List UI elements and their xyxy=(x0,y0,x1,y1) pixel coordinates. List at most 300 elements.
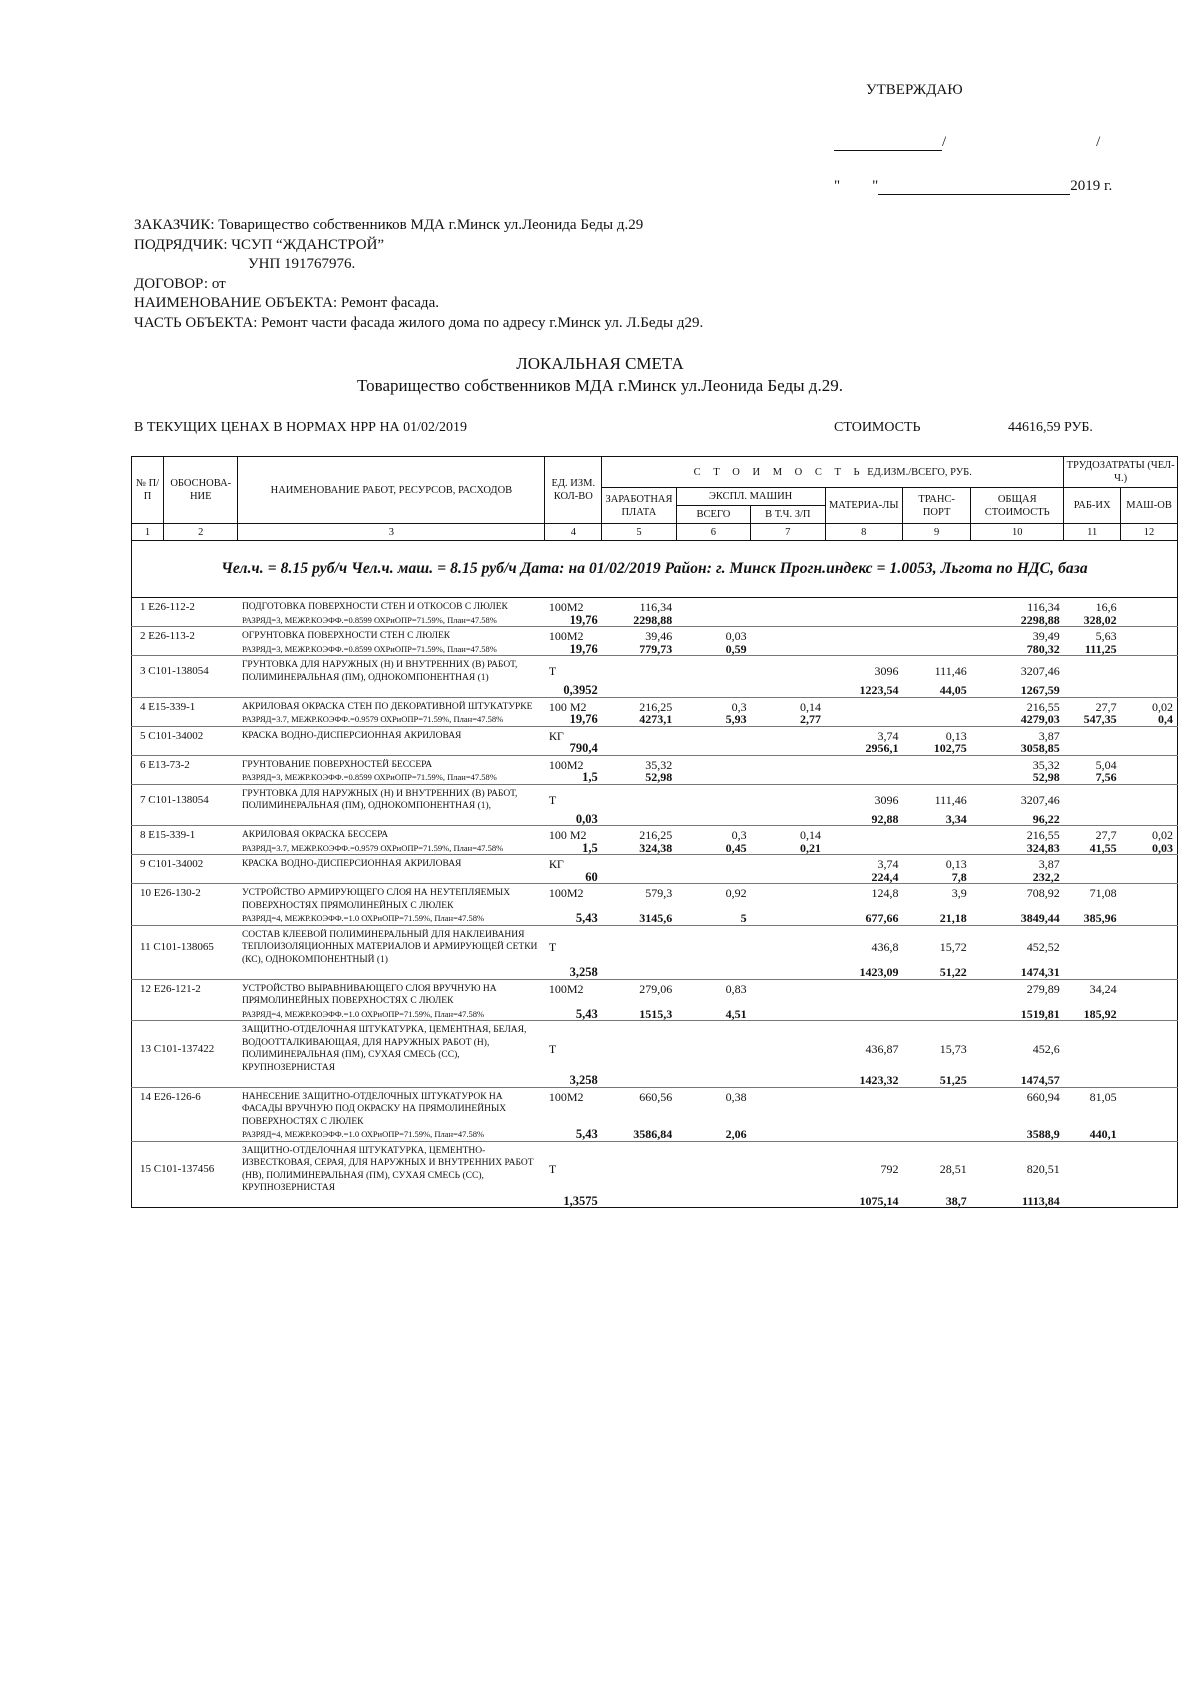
unit-mach_zp xyxy=(751,627,825,643)
row-index-basis: 9 С101-34002 xyxy=(132,855,238,871)
total-trans: 21,18 xyxy=(903,912,971,925)
rates-note: Чел.ч. = 8.15 руб/ч Чел.ч. маш. = 8.15 руб/ч Дата: на 01/02/2019 Район: г. Минск Прогн.индекс = 1.0053, Льгота по НДС, база xyxy=(132,541,1178,598)
table-row xyxy=(132,656,1178,685)
row-index-basis: 3 С101-138054 xyxy=(132,656,238,685)
empty-cell xyxy=(132,1128,238,1141)
quantity: 60 xyxy=(545,871,602,884)
document-subtitle: Товарищество собственников МДА г.Минск ул.Леонида Беды д.29. xyxy=(357,376,843,395)
total-mach: 2,06 xyxy=(676,1128,750,1141)
total-total: 3058,85 xyxy=(971,742,1064,755)
quantity: 1,5 xyxy=(545,771,602,784)
work-name: СОСТАВ КЛЕЕВОЙ ПОЛИМИНЕРАЛЬНЫЙ ДЛЯ НАКЛЕИВАНИЯ ТЕПЛОИЗОЛЯЦИОННЫХ МАТЕРИАЛОВ И АРМИРУЮЩЕЙ СЕТКИ (КС), ОДНОКОМПОНЕНТНЫЙ (1) xyxy=(241,929,538,965)
approval-title: УТВЕРЖДАЮ xyxy=(866,82,963,98)
estimate-table xyxy=(131,456,1178,1208)
unit-trans xyxy=(903,627,971,643)
col-number: 3 xyxy=(238,524,545,541)
row-index-basis: 4 Е15-339-1 xyxy=(132,697,238,713)
total-mat: 224,4 xyxy=(825,871,903,884)
unit: КГ xyxy=(548,728,564,743)
total-lab_w: 185,92 xyxy=(1064,1008,1121,1021)
total-mat: 677,66 xyxy=(825,912,903,925)
unit-salary: 35,32 xyxy=(645,757,673,772)
unit-trans: 15,73 xyxy=(939,1041,967,1056)
unit-lab_w: 27,7 xyxy=(1095,699,1117,714)
total-salary: 779,73 xyxy=(602,643,676,656)
unit-trans xyxy=(903,598,971,614)
unit-mach_zp xyxy=(751,784,825,813)
total-trans xyxy=(903,713,971,726)
total-trans: 7,8 xyxy=(903,871,971,884)
unit-trans: 0,13 xyxy=(945,857,967,871)
quantity: 1,3575 xyxy=(545,1195,602,1208)
row-index-basis: 10 Е26-130-2 xyxy=(132,884,238,913)
unit-mach_zp xyxy=(751,755,825,771)
unit-mach xyxy=(676,925,750,966)
table-row-totals xyxy=(132,813,1178,826)
total-lab_m xyxy=(1121,912,1178,925)
unit-total: 279,89 xyxy=(1026,981,1060,996)
total-mach_zp xyxy=(751,1195,825,1208)
col-basis: ОБОСНОВА-НИЕ xyxy=(164,457,238,524)
quantity: 5,43 xyxy=(545,1008,602,1021)
work-name: УСТРОЙСТВО АРМИРУЮЩЕГО СЛОЯ НА НЕУТЕПЛЯЕМЫХ ПОВЕРХНОСТЯХ ПРЯМОЛИНЕЙНЫХ С ЛЮЛЕК xyxy=(241,888,511,911)
total-mach_zp xyxy=(751,684,825,697)
table-row xyxy=(132,826,1178,842)
total-lab_m xyxy=(1121,813,1178,826)
work-params xyxy=(238,742,545,755)
unit-salary: 216,25 xyxy=(639,699,673,714)
col-number: 8 xyxy=(825,524,903,541)
total-mat: 1423,09 xyxy=(825,966,903,979)
date-blank xyxy=(878,180,1070,195)
unit-lab_m xyxy=(1121,884,1178,913)
total-lab_m xyxy=(1121,771,1178,784)
signature-blank xyxy=(834,136,942,151)
unit-lab_w: 5,04 xyxy=(1095,757,1117,772)
unit-lab_m xyxy=(1121,656,1178,685)
total-trans: 44,05 xyxy=(903,684,971,697)
contractor-unp: УНП 191767976. xyxy=(248,256,356,272)
total-lab_w: 111,25 xyxy=(1064,643,1121,656)
col-salary: ЗАРАБОТНАЯ ПЛАТА xyxy=(602,488,676,524)
unit-salary xyxy=(602,656,676,685)
total-mat xyxy=(825,713,903,726)
unit-lab_w xyxy=(1064,784,1121,813)
work-params xyxy=(238,1195,545,1208)
unit-trans: 111,46 xyxy=(934,664,967,679)
work-name: АКРИЛОВАЯ ОКРАСКА СТЕН ПО ДЕКОРАТИВНОЙ ШТУКАТУРКЕ xyxy=(241,701,533,712)
unit-lab_w xyxy=(1064,925,1121,966)
unit-mach xyxy=(676,755,750,771)
total-mach xyxy=(676,614,750,627)
slash: / xyxy=(942,134,947,150)
total-mat: 2956,1 xyxy=(825,742,903,755)
total-total: 1474,31 xyxy=(971,966,1064,979)
row-index-basis: 1 Е26-112-2 xyxy=(132,598,238,614)
table-row-totals xyxy=(132,684,1178,697)
unit-mach: 0,92 xyxy=(725,886,747,900)
work-name: КРАСКА ВОДНО-ДИСПЕРСИОННАЯ АКРИЛОВАЯ xyxy=(241,859,462,869)
work-name: ГРУНТОВКА ДЛЯ НАРУЖНЫХ (Н) И ВНУТРЕННИХ (В) РАБОТ, ПОЛИМИНЕРАЛЬНАЯ (ПМ), ОДНОКОМПОНЕНТНАЯ (1) xyxy=(241,660,518,683)
total-mach xyxy=(676,966,750,979)
unit-trans xyxy=(903,1087,971,1128)
total-lab_m: 0,03 xyxy=(1121,842,1178,855)
empty-cell xyxy=(132,813,238,826)
unit-lab_m xyxy=(1121,784,1178,813)
row-index-basis: 11 С101-138065 xyxy=(132,925,238,966)
total-salary xyxy=(602,1195,676,1208)
empty-cell xyxy=(132,1195,238,1208)
unit-mat xyxy=(825,979,903,1008)
unit-mach xyxy=(676,1021,750,1075)
work-params xyxy=(238,1074,545,1087)
work-name: ПОДГОТОВКА ПОВЕРХНОСТИ СТЕН И ОТКОСОВ С ЛЮЛЕК xyxy=(241,602,508,612)
quantity: 0,03 xyxy=(545,813,602,826)
table-row xyxy=(132,1141,1178,1195)
unit-mach_zp xyxy=(751,884,825,913)
unit-total: 35,32 xyxy=(1032,757,1060,772)
unit-lab_m: 0,02 xyxy=(1121,826,1178,842)
total-trans: 38,7 xyxy=(903,1195,971,1208)
unit-salary xyxy=(602,726,676,742)
unit-mach_zp xyxy=(751,726,825,742)
total-mat xyxy=(825,842,903,855)
total-mach: 0,45 xyxy=(676,842,750,855)
total-mat xyxy=(825,643,903,656)
table-body xyxy=(132,598,1178,1208)
total-mat: 92,88 xyxy=(825,813,903,826)
unit-trans: 111,46 xyxy=(934,792,967,807)
unit-lab_w: 27,7 xyxy=(1095,828,1117,842)
total-mach xyxy=(676,771,750,784)
total-lab_m xyxy=(1121,643,1178,656)
table-row xyxy=(132,755,1178,771)
total-mach_zp xyxy=(751,966,825,979)
total-lab_w: 385,96 xyxy=(1064,912,1121,925)
unit-mach: 0,38 xyxy=(725,1089,747,1104)
unit-mat xyxy=(825,598,903,614)
col-number: 1 xyxy=(132,524,164,541)
work-params: РАЗРЯД=4, МЕЖР.КОЭФФ.=1.0 ОХРиОПР=71.59%, План=47.58% xyxy=(238,1008,545,1021)
document-info xyxy=(134,216,703,333)
unit: 100М2 xyxy=(548,757,584,772)
table-row-totals xyxy=(132,643,1178,656)
total-lab_w xyxy=(1064,684,1121,697)
unit-mat: 124,8 xyxy=(871,886,899,900)
total-lab_w: 41,55 xyxy=(1064,842,1121,855)
col-labor-machines: МАШ-ОВ xyxy=(1121,488,1178,524)
total-salary xyxy=(602,684,676,697)
row-index-basis: 2 Е26-113-2 xyxy=(132,627,238,643)
quantity: 3,258 xyxy=(545,1074,602,1087)
table-row xyxy=(132,784,1178,813)
col-materials: МАТЕРИА-ЛЫ xyxy=(825,488,903,524)
total-total: 232,2 xyxy=(971,871,1064,884)
total-lab_w xyxy=(1064,1074,1121,1087)
signature-line xyxy=(834,134,1100,151)
unit-mat xyxy=(825,627,903,643)
unit-total: 116,34 xyxy=(1027,600,1060,614)
table-row-totals xyxy=(132,1195,1178,1208)
total-lab_w: 547,35 xyxy=(1064,713,1121,726)
unit-mach: 0,03 xyxy=(725,629,747,643)
total-salary: 3145,6 xyxy=(602,912,676,925)
table-row xyxy=(132,1087,1178,1128)
total-lab_m xyxy=(1121,1128,1178,1141)
row-index-basis: 8 Е15-339-1 xyxy=(132,826,238,842)
unit-mat xyxy=(825,1087,903,1128)
unit-lab_m xyxy=(1121,726,1178,742)
unit-mat: 3,74 xyxy=(877,728,899,743)
total-lab_m: 0,4 xyxy=(1121,713,1178,726)
table-header xyxy=(132,457,1178,541)
total-lab_m xyxy=(1121,966,1178,979)
work-name: ЗАЩИТНО-ОТДЕЛОЧНАЯ ШТУКАТУРКА, ЦЕМЕНТНО-ИЗВЕСТКОВАЯ, СЕРАЯ, ДЛЯ НАРУЖНЫХ И ВНУТРЕННИХ РАБОТ (НВ), ПОЛИМИНЕРАЛЬНАЯ (ПМ), СУХАЯ СМЕСЬ (СС), КРУПНОЗЕРНИСТАЯ xyxy=(241,1145,534,1193)
col-cost-group: С Т О И М О С Т Ь ЕД.ИЗМ./ВСЕГО, РУБ. xyxy=(602,457,1064,488)
work-params: РАЗРЯД=3, МЕЖР.КОЭФФ.=0.8599 ОХРиОПР=71.59%, План=47.58% xyxy=(238,643,545,656)
unit-total: 452,52 xyxy=(1026,940,1060,954)
unit: 100 М2 xyxy=(548,828,587,842)
total-total: 3588,9 xyxy=(971,1128,1064,1141)
work-params xyxy=(238,871,545,884)
unit-lab_m: 0,02 xyxy=(1121,697,1178,713)
unit-trans xyxy=(903,979,971,1008)
work-name: НАНЕСЕНИЕ ЗАЩИТНО-ОТДЕЛОЧНЫХ ШТУКАТУРОК НА ФАСАДЫ ВРУЧНУЮ ПОД ОКРАСКУ НА ПРЯМОЛИНЕЙНЫХ ПОВЕРХНОСТЯХ С ЛЮЛЕК xyxy=(241,1091,507,1127)
total-mach_zp: 0,21 xyxy=(751,842,825,855)
total-trans xyxy=(903,643,971,656)
total-lab_w xyxy=(1064,742,1121,755)
total-total: 3849,44 xyxy=(971,912,1064,925)
total-total: 4279,03 xyxy=(971,713,1064,726)
empty-cell xyxy=(132,842,238,855)
empty-cell xyxy=(132,1008,238,1021)
unit-lab_w: 71,08 xyxy=(1089,886,1117,900)
work-params xyxy=(238,684,545,697)
unit-total: 708,92 xyxy=(1026,886,1060,900)
quantity: 19,76 xyxy=(545,614,602,627)
unit-lab_m xyxy=(1121,1021,1178,1075)
unit: Т xyxy=(548,1041,557,1056)
unit: 100М2 xyxy=(548,886,584,900)
work-name: ЗАЩИТНО-ОТДЕЛОЧНАЯ ШТУКАТУРКА, ЦЕМЕНТНАЯ, БЕЛАЯ, ВОДООТТАЛКИВАЮЩАЯ, ДЛЯ НАРУЖНЫХ РАБОТ (Н), ПОЛИМИНЕРАЛЬНАЯ (ПМ), СУХАЯ СМЕСЬ (СС), КРУПНОЗЕРНИСТАЯ xyxy=(241,1025,527,1073)
total-lab_w: 328,02 xyxy=(1064,614,1121,627)
total-salary: 324,38 xyxy=(602,842,676,855)
unit-mach: 0,3 xyxy=(731,699,747,714)
quote-open: " xyxy=(834,178,841,194)
unit-total: 216,55 xyxy=(1026,828,1060,842)
table-row-totals xyxy=(132,912,1178,925)
work-name: ГРУНТОВАНИЕ ПОВЕРХНОСТЕЙ БЕССЕРА xyxy=(241,759,433,770)
unit-mach_zp xyxy=(751,855,825,871)
work-name: ОГРУНТОВКА ПОВЕРХНОСТИ СТЕН С ЛЮЛЕК xyxy=(241,631,451,641)
total-mach: 0,59 xyxy=(676,643,750,656)
unit-mach xyxy=(676,784,750,813)
unit-salary xyxy=(602,855,676,871)
work-params: РАЗРЯД=3, МЕЖР.КОЭФФ.=0.8599 ОХРиОПР=71.59%, План=47.58% xyxy=(238,771,545,784)
empty-cell xyxy=(132,912,238,925)
quote-close: " xyxy=(872,178,879,194)
unit-salary: 660,56 xyxy=(639,1089,673,1104)
total-total: 1474,57 xyxy=(971,1074,1064,1087)
total-total: 52,98 xyxy=(971,771,1064,784)
table-row xyxy=(132,1021,1178,1075)
total-salary: 3586,84 xyxy=(602,1128,676,1141)
empty-cell xyxy=(132,643,238,656)
unit-lab_w: 5,63 xyxy=(1095,629,1117,643)
unit: Т xyxy=(548,664,557,679)
total-salary: 1515,3 xyxy=(602,1008,676,1021)
work-name: АКРИЛОВАЯ ОКРАСКА БЕССЕРА xyxy=(241,830,389,840)
unit-mach xyxy=(676,656,750,685)
table-row xyxy=(132,598,1178,614)
unit-mach_zp xyxy=(751,656,825,685)
empty-cell xyxy=(132,871,238,884)
unit: Т xyxy=(548,940,557,954)
unit: 100М2 xyxy=(548,629,584,643)
total-total: 1113,84 xyxy=(971,1195,1064,1208)
unit-mat: 792 xyxy=(880,1162,899,1177)
empty-cell xyxy=(132,966,238,979)
total-lab_m xyxy=(1121,871,1178,884)
total-mach_zp xyxy=(751,614,825,627)
unit-total: 39,49 xyxy=(1032,629,1060,643)
unit-total: 660,94 xyxy=(1026,1089,1060,1104)
total-trans: 51,25 xyxy=(903,1074,971,1087)
total-mat xyxy=(825,614,903,627)
work-name: КРАСКА ВОДНО-ДИСПЕРСИОННАЯ АКРИЛОВАЯ xyxy=(241,730,462,741)
cost-label: СТОИМОСТЬ xyxy=(834,420,921,435)
work-params xyxy=(238,813,545,826)
total-total: 96,22 xyxy=(971,813,1064,826)
empty-cell xyxy=(132,771,238,784)
rates-note-row xyxy=(132,541,1178,598)
total-mach xyxy=(676,871,750,884)
unit-lab_w: 34,24 xyxy=(1089,981,1117,996)
total-lab_m xyxy=(1121,614,1178,627)
unit-salary: 39,46 xyxy=(645,629,673,643)
total-trans: 102,75 xyxy=(903,742,971,755)
unit-mat: 3096 xyxy=(874,792,899,807)
total-mat xyxy=(825,1008,903,1021)
cost-value: 44616,59 РУБ. xyxy=(1008,420,1093,435)
unit-mach xyxy=(676,598,750,614)
work-params: РАЗРЯД=4, МЕЖР.КОЭФФ.=1.0 ОХРиОПР=71.59%, План=47.58% xyxy=(238,1128,545,1141)
col-number: 9 xyxy=(903,524,971,541)
total-trans: 51,22 xyxy=(903,966,971,979)
unit-salary: 216,25 xyxy=(639,828,673,842)
unit-total: 216,55 xyxy=(1026,699,1060,714)
total-salary: 4273,1 xyxy=(602,713,676,726)
total-mach: 4,51 xyxy=(676,1008,750,1021)
table-row-totals xyxy=(132,871,1178,884)
total-lab_m xyxy=(1121,1195,1178,1208)
total-mach_zp xyxy=(751,643,825,656)
total-mach: 5,93 xyxy=(676,713,750,726)
unit-lab_m xyxy=(1121,627,1178,643)
unit-mach_zp xyxy=(751,925,825,966)
unit-salary: 116,34 xyxy=(639,600,673,614)
col-number: 11 xyxy=(1064,524,1121,541)
object-part: ЧАСТЬ ОБЪЕКТА: Ремонт части фасада жилого дома по адресу г.Минск ул. Л.Беды д29. xyxy=(134,314,704,331)
unit-lab_m xyxy=(1121,755,1178,771)
work-params: РАЗРЯД=4, МЕЖР.КОЭФФ.=1.0 ОХРиОПР=71.59%, План=47.58% xyxy=(238,912,545,925)
unit-salary xyxy=(602,1021,676,1075)
unit-salary: 579,3 xyxy=(645,886,673,900)
work-name: УСТРОЙСТВО ВЫРАВНИВАЮЩЕГО СЛОЯ ВРУЧНУЮ НА ПРЯМОЛИНЕЙНЫХ ПОВЕРХНОСТЯХ С ЛЮЛЕК xyxy=(241,983,497,1006)
unit-lab_w xyxy=(1064,726,1121,742)
total-mach_zp xyxy=(751,912,825,925)
quantity: 5,43 xyxy=(545,912,602,925)
unit: 100М2 xyxy=(548,600,584,614)
col-number: 5 xyxy=(602,524,676,541)
total-total: 324,83 xyxy=(971,842,1064,855)
total-mat xyxy=(825,771,903,784)
total-lab_w xyxy=(1064,966,1121,979)
unit-total: 3,87 xyxy=(1038,857,1060,871)
unit-lab_m xyxy=(1121,1141,1178,1195)
total-mach xyxy=(676,1074,750,1087)
total-mach_zp: 2,77 xyxy=(751,713,825,726)
slash: / xyxy=(1096,134,1101,150)
col-total-cost: ОБЩАЯ СТОИМОСТЬ xyxy=(971,488,1064,524)
total-trans xyxy=(903,842,971,855)
empty-cell xyxy=(132,614,238,627)
unit-total: 452,6 xyxy=(1032,1041,1060,1056)
quantity: 790,4 xyxy=(545,742,602,755)
unit-lab_w xyxy=(1064,855,1121,871)
unit-lab_m xyxy=(1121,1087,1178,1128)
unit-trans xyxy=(903,826,971,842)
table-row-totals xyxy=(132,771,1178,784)
unit-mach xyxy=(676,726,750,742)
unit-lab_w: 81,05 xyxy=(1089,1089,1117,1104)
col-number: 2 xyxy=(164,524,238,541)
unit-total: 820,51 xyxy=(1026,1162,1060,1177)
unit-mach_zp: 0,14 xyxy=(800,699,821,714)
unit-trans: 3,9 xyxy=(951,886,967,900)
row-index-basis: 14 Е26-126-6 xyxy=(132,1087,238,1128)
unit-total: 3207,46 xyxy=(1020,664,1060,679)
unit-salary xyxy=(602,925,676,966)
row-index-basis: 7 С101-138054 xyxy=(132,784,238,813)
total-lab_w: 440,1 xyxy=(1064,1128,1121,1141)
unit: Т xyxy=(548,792,557,807)
total-trans xyxy=(903,1008,971,1021)
unit-salary xyxy=(602,1141,676,1195)
customer: ЗАКАЗЧИК: Товарищество собственников МДА г.Минск ул.Леонида Беды д.29 xyxy=(134,217,644,233)
work-name: ГРУНТОВКА ДЛЯ НАРУЖНЫХ (Н) И ВНУТРЕННИХ (В) РАБОТ, ПОЛИМИНЕРАЛЬНАЯ (ПМ), ОДНОКОМПОНЕНТНАЯ (1), xyxy=(241,788,518,811)
row-index-basis: 6 Е13-73-2 xyxy=(132,755,238,771)
total-salary: 52,98 xyxy=(602,771,676,784)
table-row-totals xyxy=(132,1008,1178,1021)
quantity: 5,43 xyxy=(545,1128,602,1141)
unit-mat: 436,8 xyxy=(871,940,899,954)
prices-basis: В ТЕКУЩИХ ЦЕНАХ В НОРМАХ НРР НА 01/02/2019 xyxy=(134,420,467,435)
total-trans xyxy=(903,614,971,627)
unit-salary xyxy=(602,784,676,813)
unit-mat: 3096 xyxy=(874,664,899,679)
unit: 100М2 xyxy=(548,1089,584,1104)
table-row xyxy=(132,979,1178,1008)
document-title: ЛОКАЛЬНАЯ СМЕТА xyxy=(516,354,684,373)
table-row xyxy=(132,697,1178,713)
total-mach_zp xyxy=(751,771,825,784)
row-index-basis: 5 С101-34002 xyxy=(132,726,238,742)
col-unit-qty: ЕД. ИЗМ. КОЛ-ВО xyxy=(545,457,602,524)
unit-mach_zp xyxy=(751,1021,825,1075)
unit-salary: 279,06 xyxy=(639,981,673,996)
total-mach_zp xyxy=(751,871,825,884)
